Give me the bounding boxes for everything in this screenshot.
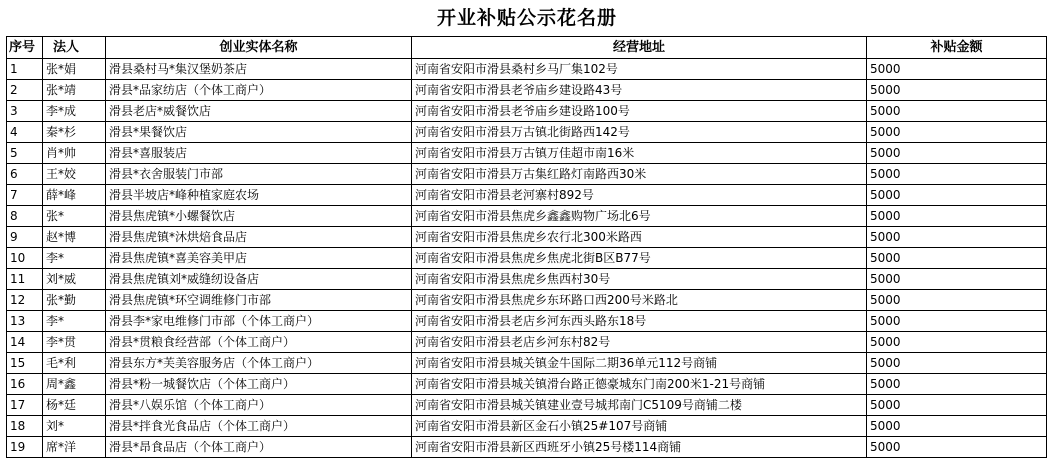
cell-amount: 5000 (867, 80, 1047, 101)
cell-entity: 滑县*拌食光食品店（个体工商户） (106, 416, 412, 437)
cell-person: 李* (43, 311, 106, 332)
cell-seq: 6 (7, 164, 43, 185)
cell-address: 河南省安阳市滑县焦虎乡焦虎北街B区B77号 (412, 248, 867, 269)
cell-entity: 滑县焦虎镇刘*威缝纫设备店 (106, 269, 412, 290)
cell-seq: 16 (7, 374, 43, 395)
table-row (7, 437, 1047, 458)
cell-amount: 5000 (867, 59, 1047, 80)
cell-amount: 5000 (867, 143, 1047, 164)
cell-person: 张*勤 (43, 290, 106, 311)
cell-amount: 5000 (867, 437, 1047, 458)
cell-amount: 5000 (867, 227, 1047, 248)
cell-entity: 滑县李*家电维修门市部（个体工商户） (106, 311, 412, 332)
table-row (7, 122, 1047, 143)
cell-seq: 3 (7, 101, 43, 122)
cell-seq: 4 (7, 122, 43, 143)
table-row (7, 185, 1047, 206)
cell-address: 河南省安阳市滑县万古镇万佳超市南16米 (412, 143, 867, 164)
table-header-row (7, 37, 1047, 59)
cell-address: 河南省安阳市滑县焦虎乡焦西村30号 (412, 269, 867, 290)
cell-entity: 滑县*果餐饮店 (106, 122, 412, 143)
table-row (7, 143, 1047, 164)
cell-amount: 5000 (867, 206, 1047, 227)
cell-seq: 7 (7, 185, 43, 206)
cell-address: 河南省安阳市滑县老店乡河东村82号 (412, 332, 867, 353)
table-row (7, 311, 1047, 332)
cell-person: 秦*杉 (43, 122, 106, 143)
table-row (7, 374, 1047, 395)
cell-amount: 5000 (867, 290, 1047, 311)
header-entity: 创业实体名称 (106, 37, 412, 59)
cell-entity: 滑县*衣舍服装门市部 (106, 164, 412, 185)
cell-entity: 滑县桑村马*集汉堡奶茶店 (106, 59, 412, 80)
cell-entity: 滑县*八娱乐馆（个体工商户） (106, 395, 412, 416)
cell-person: 张*娟 (43, 59, 106, 80)
cell-seq: 19 (7, 437, 43, 458)
cell-address: 河南省安阳市滑县焦虎乡东环路口西200号米路北 (412, 290, 867, 311)
cell-person: 毛*利 (43, 353, 106, 374)
cell-seq: 9 (7, 227, 43, 248)
subsidy-roster-table (6, 36, 1047, 458)
table-row (7, 248, 1047, 269)
cell-amount: 5000 (867, 395, 1047, 416)
header-address: 经营地址 (412, 37, 867, 59)
cell-entity: 滑县焦虎镇*小螺餐饮店 (106, 206, 412, 227)
cell-seq: 10 (7, 248, 43, 269)
cell-person: 李* (43, 248, 106, 269)
table-row (7, 290, 1047, 311)
cell-person: 周*鑫 (43, 374, 106, 395)
cell-amount: 5000 (867, 185, 1047, 206)
cell-person: 杨*廷 (43, 395, 106, 416)
cell-entity: 滑县*品家纺店（个体工商户） (106, 80, 412, 101)
header-amount: 补贴金额 (867, 37, 1047, 59)
cell-amount: 5000 (867, 164, 1047, 185)
table-row (7, 395, 1047, 416)
table-row (7, 269, 1047, 290)
cell-amount: 5000 (867, 374, 1047, 395)
cell-address: 河南省安阳市滑县万古集红路灯南路西30米 (412, 164, 867, 185)
table-row (7, 80, 1047, 101)
cell-amount: 5000 (867, 101, 1047, 122)
cell-person: 刘* (43, 416, 106, 437)
cell-address: 河南省安阳市滑县焦虎乡鑫鑫购物广场北6号 (412, 206, 867, 227)
cell-address: 河南省安阳市滑县城关镇金牛国际二期36单元112号商铺 (412, 353, 867, 374)
table-row (7, 416, 1047, 437)
cell-person: 薛*峰 (43, 185, 106, 206)
cell-entity: 滑县*贯粮食经营部（个体工商户） (106, 332, 412, 353)
table-row (7, 101, 1047, 122)
cell-seq: 18 (7, 416, 43, 437)
cell-entity: 滑县焦虎镇*环空调维修门市部 (106, 290, 412, 311)
cell-person: 刘*威 (43, 269, 106, 290)
cell-entity: 滑县*喜服装店 (106, 143, 412, 164)
cell-person: 肖*帅 (43, 143, 106, 164)
cell-entity: 滑县焦虎镇*喜美容美甲店 (106, 248, 412, 269)
cell-address: 河南省安阳市滑县城关镇建业壹号城邦南门C5109号商铺二楼 (412, 395, 867, 416)
cell-address: 河南省安阳市滑县老爷庙乡建设路43号 (412, 80, 867, 101)
cell-amount: 5000 (867, 353, 1047, 374)
cell-seq: 12 (7, 290, 43, 311)
cell-amount: 5000 (867, 269, 1047, 290)
cell-seq: 1 (7, 59, 43, 80)
cell-address: 河南省安阳市滑县老店乡河东西头路东18号 (412, 311, 867, 332)
cell-seq: 14 (7, 332, 43, 353)
cell-person: 张* (43, 206, 106, 227)
cell-address: 河南省安阳市滑县新区西班牙小镇25号楼114商铺 (412, 437, 867, 458)
cell-address: 河南省安阳市滑县老爷庙乡建设路100号 (412, 101, 867, 122)
cell-person: 赵*博 (43, 227, 106, 248)
table-row (7, 227, 1047, 248)
table-row (7, 59, 1047, 80)
cell-address: 河南省安阳市滑县新区金石小镇25#107号商铺 (412, 416, 867, 437)
cell-amount: 5000 (867, 122, 1047, 143)
cell-amount: 5000 (867, 311, 1047, 332)
cell-amount: 5000 (867, 332, 1047, 353)
cell-person: 李*贯 (43, 332, 106, 353)
header-seq: 序号 (7, 37, 43, 59)
cell-seq: 11 (7, 269, 43, 290)
cell-person: 王*姣 (43, 164, 106, 185)
cell-address: 河南省安阳市滑县焦虎乡农行北300米路西 (412, 227, 867, 248)
cell-address: 河南省安阳市滑县万古镇北街路西142号 (412, 122, 867, 143)
table-row (7, 206, 1047, 227)
cell-address: 河南省安阳市滑县桑村乡马厂集102号 (412, 59, 867, 80)
cell-seq: 5 (7, 143, 43, 164)
cell-person: 席*洋 (43, 437, 106, 458)
table-row (7, 164, 1047, 185)
cell-person: 李*成 (43, 101, 106, 122)
cell-entity: 滑县*粉一城餐饮店（个体工商户） (106, 374, 412, 395)
cell-person: 张*靖 (43, 80, 106, 101)
cell-address: 河南省安阳市滑县老河寨村892号 (412, 185, 867, 206)
cell-seq: 8 (7, 206, 43, 227)
header-person: 法人 (43, 37, 106, 59)
cell-entity: 滑县老店*威餐饮店 (106, 101, 412, 122)
cell-seq: 2 (7, 80, 43, 101)
cell-seq: 13 (7, 311, 43, 332)
cell-amount: 5000 (867, 248, 1047, 269)
cell-entity: 滑县半坡店*峰种植家庭农场 (106, 185, 412, 206)
cell-entity: 滑县东方*芙美容服务店（个体工商户） (106, 353, 412, 374)
cell-address: 河南省安阳市滑县城关镇滑台路正德豪城东门南200米1-21号商铺 (412, 374, 867, 395)
table-body (7, 59, 1047, 458)
cell-entity: 滑县焦虎镇*沐烘焙食品店 (106, 227, 412, 248)
page-title: 开业补贴公示花名册 (436, 7, 617, 29)
table-row (7, 353, 1047, 374)
cell-amount: 5000 (867, 416, 1047, 437)
cell-entity: 滑县*昂食品店（个体工商户） (106, 437, 412, 458)
cell-seq: 15 (7, 353, 43, 374)
table-row (7, 332, 1047, 353)
cell-seq: 17 (7, 395, 43, 416)
